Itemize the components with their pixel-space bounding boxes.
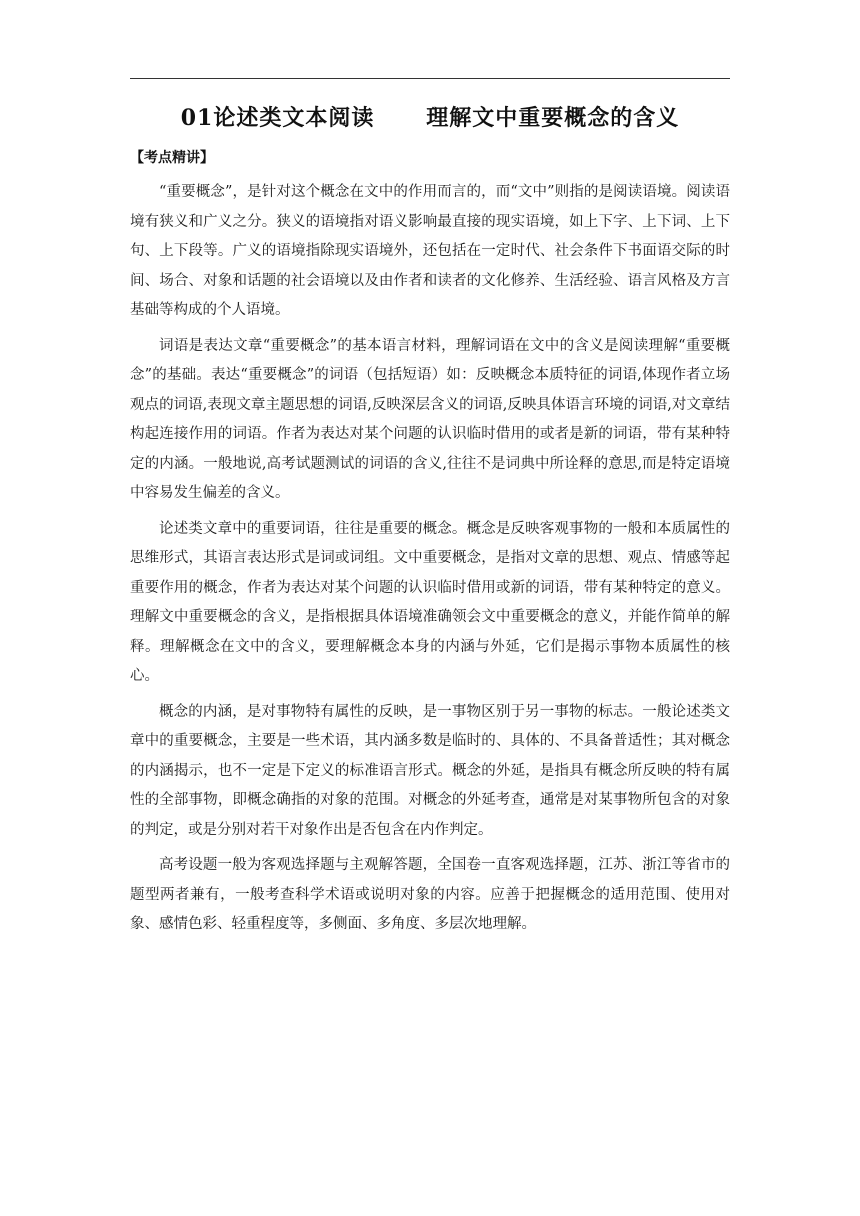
paragraph-1: “重要概念”，是针对这个概念在文中的作用而言的，而“文中”则指的是阅读语境。阅读语境有狭义和广义之分。狭义的语境指对语义影响最直接的现实语境，如上下字、上下词、上下句、上下段等。广义的语境指除现实语境外，还包括在一定时代、社会条件下书面语交际的时间、场合、对象和话题的社会语境以及由作者和读者的文化修养、生活经验、语言风格及方言基础等构成的个人语境。 bbox=[130, 184, 730, 318]
section-heading: 【考点精讲】 bbox=[130, 150, 214, 166]
document-title: 01论述类文本阅读 理解文中重要概念的含义 bbox=[180, 105, 680, 131]
document-body bbox=[130, 178, 730, 946]
paragraph-4: 概念的内涵，是对事物特有属性的反映，是一事物区别于另一事物的标志。一般论述类文章中的重要概念，主要是一些术语，其内涵多数是临时的、具体的、不具备普适性；其对概念的内涵揭示，也不一定是下定义的标准语言形式。概念的外延，是指具有概念所反映的特有属性的全部事物，即概念确指的对象的范围。对概念的外延考查，通常是对某事物所包含的对象的判定，或是分别对若干对象作出是否包含在内作判定。 bbox=[130, 703, 730, 838]
paragraph-5: 高考设题一般为客观选择题与主观解答题，全国卷一直客观选择题，江苏、浙江等省市的题型两者兼有，一般考查科学术语或说明对象的内容。应善于把握概念的适用范围、使用对象、感情色彩、轻重程度等，多侧面、多角度、多层次地理解。 bbox=[130, 857, 730, 932]
paragraph-3: 论述类文章中的重要词语，往往是重要的概念。概念是反映客观事物的一般和本质属性的思维形式，其语言表达形式是词或词组。文中重要概念，是指对文章的思想、观点、情感等起重要作用的概念，作者为表达对某个问题的认识临时借用或新的词语，带有某种特定的意义。理解文中重要概念的含义，是指根据具体语境准确领会文中重要概念的意义，并能作简单的解释。理解概念在文中的含义，要理解概念本身的内涵与外延，它们是揭示事物本质属性的核心。 bbox=[130, 520, 730, 684]
paragraph-2: 词语是表达文章“重要概念”的基本语言材料，理解词语在文中的含义是阅读理解“重要概念”的基础。表达“重要概念”的词语（包括短语）如：反映概念本质特征的词语,体现作者立场观点的词语,表现文章主题思想的词语,反映深层含义的词语,反映具体语言环境的词语,对文章结构起连接作用的词语。作者为表达对某个问题的认识临时借用的或者是新的词语，带有某种特定的内涵。一般地说,高考试题测试的词语的含义,往往不是词典中所诠释的意思,而是特定语境中容易发生偏差的含义。 bbox=[130, 337, 730, 501]
header-rule bbox=[130, 78, 730, 79]
